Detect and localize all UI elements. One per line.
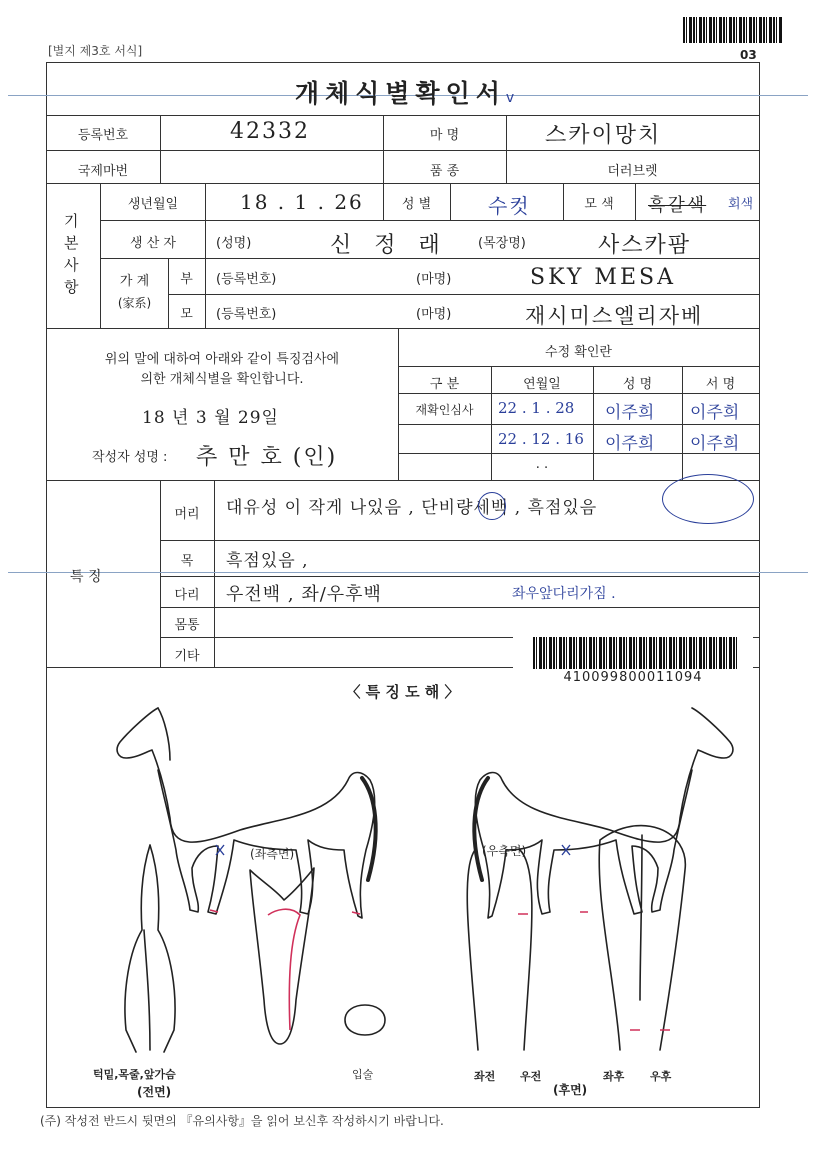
sire-label: 부 (180, 272, 193, 287)
row-divider (398, 393, 759, 394)
footer-note: (주) 작성전 반드시 뒷면의 『유의사항』을 읽어 보신후 작성하시기 바랍니다. (40, 1114, 444, 1128)
revision-row2-sign: 이주희 (690, 434, 740, 454)
revision-row3-date: . . (535, 457, 549, 472)
left-side-label: (좌측면) (250, 847, 295, 861)
barcode-number: 410099800011094 (563, 670, 703, 685)
revision-row1-name: 이주희 (605, 403, 655, 423)
color-label: 모 색 (584, 197, 614, 212)
dam-name-label: (마명) (416, 307, 452, 322)
other-label: 기타 (174, 649, 200, 664)
breeder-name-value: 신 정 래 (330, 233, 448, 258)
pedigree-sub: (家系) (117, 296, 152, 310)
breeder-label: 생 산 자 (130, 236, 176, 251)
right-fore-label: 우전 (520, 1070, 542, 1083)
front-caption: 턱밑,목줄,앞가슴 (93, 1068, 176, 1081)
col-divider (214, 480, 215, 667)
col-divider (205, 183, 206, 328)
row-divider (160, 576, 759, 577)
head-value: 대유성 이 작게 나있음 , 단비량세백 , 흑점있음 (226, 498, 598, 518)
revision-header-date: 연월일 (523, 377, 561, 392)
right-side-horse (474, 708, 733, 918)
row-divider (160, 540, 759, 541)
head-front-view (250, 868, 314, 1044)
statement-line1: 위의 말에 대하여 아래와 같이 특징검사에 (104, 352, 340, 367)
breed-label: 품 종 (429, 164, 460, 179)
col-divider (160, 115, 161, 183)
dam-reg-label: (등록번호) (216, 307, 277, 322)
head-label: 머리 (174, 507, 200, 522)
lips-caption: 입술 (352, 1068, 374, 1081)
dam-label: 모 (180, 307, 193, 322)
row-divider (46, 183, 759, 184)
page-title: 개체식별확인서v (294, 79, 521, 108)
pedigree-label: 가 계 (119, 274, 150, 289)
row-divider (46, 150, 759, 151)
color-value: 흑갈색 (648, 195, 707, 216)
col-divider (635, 183, 636, 220)
diagram-title: 〈 특 징 도 해 〉 (345, 683, 460, 701)
features-section-label: 특 징 (70, 569, 102, 585)
row-divider (46, 115, 759, 116)
revision-row2-name: 이주희 (605, 434, 655, 454)
revision-header-type: 구 분 (429, 377, 460, 392)
revision-row1-date: 22 . 1 . 28 (498, 399, 575, 417)
sire-value: SKY MESA (530, 265, 676, 290)
top-barcode (683, 17, 783, 43)
front-label: (전면) (137, 1085, 172, 1099)
farm-value: 사스카팜 (598, 233, 692, 258)
scan-line-mid (8, 572, 808, 573)
body-label: 몸통 (174, 618, 200, 633)
writer-label: 작성자 성명 : (92, 450, 168, 465)
row-divider (168, 294, 759, 295)
left-fore-label: 좌전 (474, 1070, 496, 1083)
barcode-sticker (513, 632, 753, 688)
neck-value: 흑점있음 , (226, 551, 309, 571)
breeder-name-label: (성명) (216, 236, 252, 251)
reg-no-label: 등록번호 (77, 128, 129, 143)
left-side-horse (117, 708, 376, 918)
neck-label: 목 (180, 554, 194, 569)
revision-title: 수정 확인란 (545, 345, 612, 360)
foreleg-front-view (467, 850, 532, 1050)
color-correction: 회색 (728, 197, 754, 212)
lips-view (345, 1005, 385, 1035)
breed-value: 더러브렛 (607, 164, 658, 179)
farm-label: (목장명) (478, 236, 526, 251)
intl-no-label: 국제마번 (77, 164, 129, 179)
reg-no-value: 42332 (230, 119, 310, 144)
dam-value: 재시미스엘리자베 (525, 304, 704, 328)
sex-value: 수컷 (488, 194, 531, 218)
legs-label: 다리 (174, 588, 200, 603)
sire-name-label: (마명) (416, 272, 452, 287)
legs-value: 우전백 , 좌/우후백 (226, 584, 382, 605)
row-divider (46, 480, 759, 481)
row-divider (398, 366, 759, 367)
col-divider (450, 183, 451, 220)
revision-row2-date: 22 . 12 . 16 (498, 430, 584, 448)
horse-name-label: 마 명 (429, 128, 460, 143)
sex-label: 성 별 (401, 197, 432, 212)
basic-section-label: 기본사항 (64, 212, 79, 296)
legs-addition: 좌우앞다리가짐 . (512, 586, 616, 602)
annotation-circle (662, 474, 754, 524)
birth-label: 생년월일 (127, 197, 179, 212)
annotation-circle (478, 492, 506, 520)
barcode (533, 637, 738, 669)
front-view-horse (125, 845, 175, 1052)
statement-line2: 의한 개체식별을 확인합니다. (140, 372, 304, 387)
left-hind-label: 좌후 (603, 1070, 625, 1083)
right-side-label: (우측면) (482, 844, 527, 858)
page-number: 03 (740, 48, 757, 62)
row-divider (100, 220, 759, 221)
sire-reg-label: (등록번호) (216, 272, 277, 287)
form-label: [별지 제3호 서식] (48, 44, 143, 58)
revision-row1-sign: 이주희 (690, 403, 740, 423)
writer-value: 추 만 호 (인) (196, 445, 338, 470)
revision-header-name: 성 명 (622, 377, 653, 392)
horse-diagram (100, 700, 750, 1070)
horse-name-value: 스카이망치 (545, 123, 662, 148)
revision-header-sign: 서 명 (705, 377, 736, 392)
confirm-date: 18 년 3 월 29일 (142, 408, 279, 428)
row-divider (398, 424, 759, 425)
right-hind-label: 우후 (650, 1070, 672, 1083)
rear-label: (후면) (553, 1083, 588, 1097)
row-divider (160, 607, 759, 608)
birth-value: 18 . 1 . 26 (240, 190, 364, 214)
revision-row1-type: 재확인심사 (415, 403, 474, 417)
